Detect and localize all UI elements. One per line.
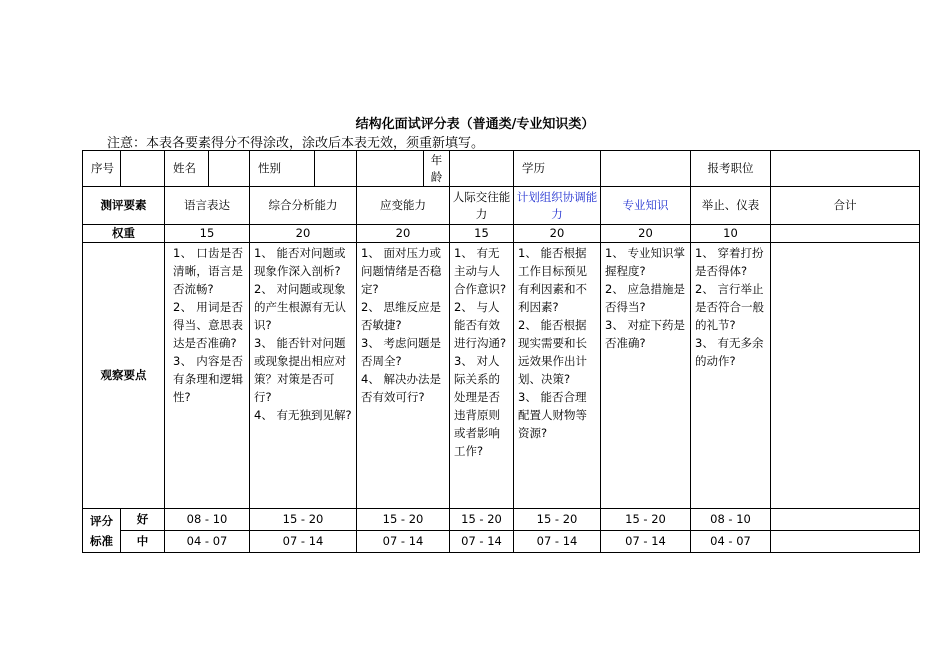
observe-zhuanye xyxy=(601,243,691,509)
observe-point: 4、 有无独到见解? xyxy=(254,408,352,422)
observe-renji xyxy=(450,243,514,509)
weight-label: 权重 xyxy=(83,225,165,243)
baokao-value[interactable] xyxy=(771,151,920,187)
header-row xyxy=(83,187,920,225)
good-value-juzhi: 08 - 10 xyxy=(691,509,771,531)
form-note: 注意：本表各要素得分不得涂改，涂改后本表无效，须重新填写。 xyxy=(107,136,485,151)
observe-yingbian xyxy=(357,243,450,509)
score-mid-row xyxy=(83,531,920,553)
observe-point: 2、 言行举止是否符合一般的礼节? xyxy=(695,282,764,332)
observe-list xyxy=(601,243,690,354)
xingbie-value[interactable] xyxy=(315,151,357,187)
header-item-yingbian: 应变能力 xyxy=(357,187,450,225)
nianling-label xyxy=(424,151,450,187)
header-item-jihua: 计划组织协调能力 xyxy=(514,187,601,225)
observe-label: 观察要点 xyxy=(83,243,165,509)
observe-point: 1、 口齿是否清晰，语言是否流畅? xyxy=(173,246,243,296)
xingbie-value-2[interactable] xyxy=(357,151,424,187)
mid-value-heji[interactable] xyxy=(771,531,920,553)
xingbie-label: 性别 xyxy=(250,151,315,187)
observe-list xyxy=(165,243,249,408)
weight-value-yingbian: 20 xyxy=(357,225,450,243)
good-value-heji[interactable] xyxy=(771,509,920,531)
observe-list xyxy=(450,243,513,462)
observe-point: 2、 思维反应是否敏捷? xyxy=(361,300,441,332)
observe-list xyxy=(691,243,770,372)
observe-point: 3、 能否合理配置人财物等资源? xyxy=(518,390,587,440)
observe-point: 2、 能否根据现实需要和长远效果作出计划、决策? xyxy=(518,318,587,386)
baokao-label: 报考职位 xyxy=(691,151,771,187)
observe-jihua xyxy=(514,243,601,509)
mid-value-renji: 07 - 14 xyxy=(450,531,514,553)
header-item-zonghe: 综合分析能力 xyxy=(250,187,357,225)
nianling-label-1: 年 xyxy=(430,152,443,167)
mid-value-yingbian: 07 - 14 xyxy=(357,531,450,553)
weight-value-yuyan: 15 xyxy=(165,225,250,243)
weight-value-juzhi: 10 xyxy=(691,225,771,243)
header-item-juzhi: 举止、仪表 xyxy=(691,187,771,225)
xuhao-label: 序号 xyxy=(83,151,121,187)
observe-point: 3、 对症下药是否准确? xyxy=(605,318,685,350)
weight-value-renji: 15 xyxy=(450,225,514,243)
observe-point: 1、 专业知识掌握程度? xyxy=(605,246,685,278)
observe-point: 1、 能否对问题或现象作深入剖析? xyxy=(254,246,346,278)
good-value-renji: 15 - 20 xyxy=(450,509,514,531)
observe-point: 1、 有无主动与人合作意识? xyxy=(454,246,507,296)
good-value-zonghe: 15 - 20 xyxy=(250,509,357,531)
observe-point: 1、 穿着打扮是否得体? xyxy=(695,246,764,278)
header-item-yuyan: 语言表达 xyxy=(165,187,250,225)
observe-heji xyxy=(771,243,920,509)
observe-point: 1、 面对压力或问题情绪是否稳定? xyxy=(361,246,442,296)
good-label: 好 xyxy=(121,509,165,531)
mid-value-yuyan: 04 - 07 xyxy=(165,531,250,553)
observe-point: 2、 对问题或现象的产生根源有无认识? xyxy=(254,282,346,332)
observe-point: 3、 能否针对问题或现象提出相应对策？对策是否可行? xyxy=(254,336,346,404)
nianling-label-2: 龄 xyxy=(430,169,443,184)
observe-point: 3、 对人际关系的处理是否违背原则或者影响工作? xyxy=(454,354,500,458)
observe-point: 4、 解决办法是否有效可行? xyxy=(361,372,441,404)
observe-point: 3、 有无多余的动作? xyxy=(695,336,764,368)
header-item-heji: 合计 xyxy=(771,187,920,225)
observe-list xyxy=(357,243,449,408)
observe-list xyxy=(514,243,600,444)
mid-value-zonghe: 07 - 14 xyxy=(250,531,357,553)
mid-label: 中 xyxy=(121,531,165,553)
good-value-yuyan: 08 - 10 xyxy=(165,509,250,531)
observe-point: 1、 能否根据工作目标预见有利因素和不利因素? xyxy=(518,246,587,314)
score-good-row xyxy=(83,509,920,531)
weight-row xyxy=(83,225,920,243)
observe-point: 2、 用词是否得当、意思表达是否准确? xyxy=(173,300,243,350)
observe-point: 3、 内容是否有条理和逻辑性? xyxy=(173,354,243,404)
observe-list xyxy=(250,243,356,426)
xingming-label: 姓名 xyxy=(165,151,209,187)
observe-point: 2、 与人能否有效进行沟通? xyxy=(454,300,507,350)
scoring-table xyxy=(82,150,920,553)
score-label-2: 标准 xyxy=(90,533,113,548)
observe-point: 2、 应急措施是否得当? xyxy=(605,282,685,314)
observe-row xyxy=(83,243,920,509)
weight-value-jihua: 20 xyxy=(514,225,601,243)
good-value-zhuanye: 15 - 20 xyxy=(601,509,691,531)
weight-value-heji[interactable] xyxy=(771,225,920,243)
observe-zonghe xyxy=(250,243,357,509)
weight-value-zhuanye: 20 xyxy=(601,225,691,243)
observe-point: 3、 考虑问题是否周全? xyxy=(361,336,441,368)
score-label-1: 评分 xyxy=(90,513,113,528)
header-item-zhuanye: 专业知识 xyxy=(601,187,691,225)
mid-value-jihua: 07 - 14 xyxy=(514,531,601,553)
form-title: 结构化面试评分表（普通类/专业知识类） xyxy=(355,117,595,132)
nianling-value[interactable] xyxy=(450,151,514,187)
good-value-jihua: 15 - 20 xyxy=(514,509,601,531)
score-label xyxy=(83,509,121,553)
mid-value-juzhi: 04 - 07 xyxy=(691,531,771,553)
observe-yuyan xyxy=(165,243,250,509)
xueli-value[interactable] xyxy=(601,151,691,187)
weight-value-zonghe: 20 xyxy=(250,225,357,243)
xingming-value[interactable] xyxy=(209,151,250,187)
good-value-yingbian: 15 - 20 xyxy=(357,509,450,531)
observe-juzhi xyxy=(691,243,771,509)
mid-value-zhuanye: 07 - 14 xyxy=(601,531,691,553)
header-item-renji: 人际交往能力 xyxy=(450,187,514,225)
cepingyaosu-label: 测评要素 xyxy=(83,187,165,225)
xueli-label: 学历 xyxy=(514,151,601,187)
info-row xyxy=(83,151,920,187)
xuhao-value[interactable] xyxy=(121,151,165,187)
